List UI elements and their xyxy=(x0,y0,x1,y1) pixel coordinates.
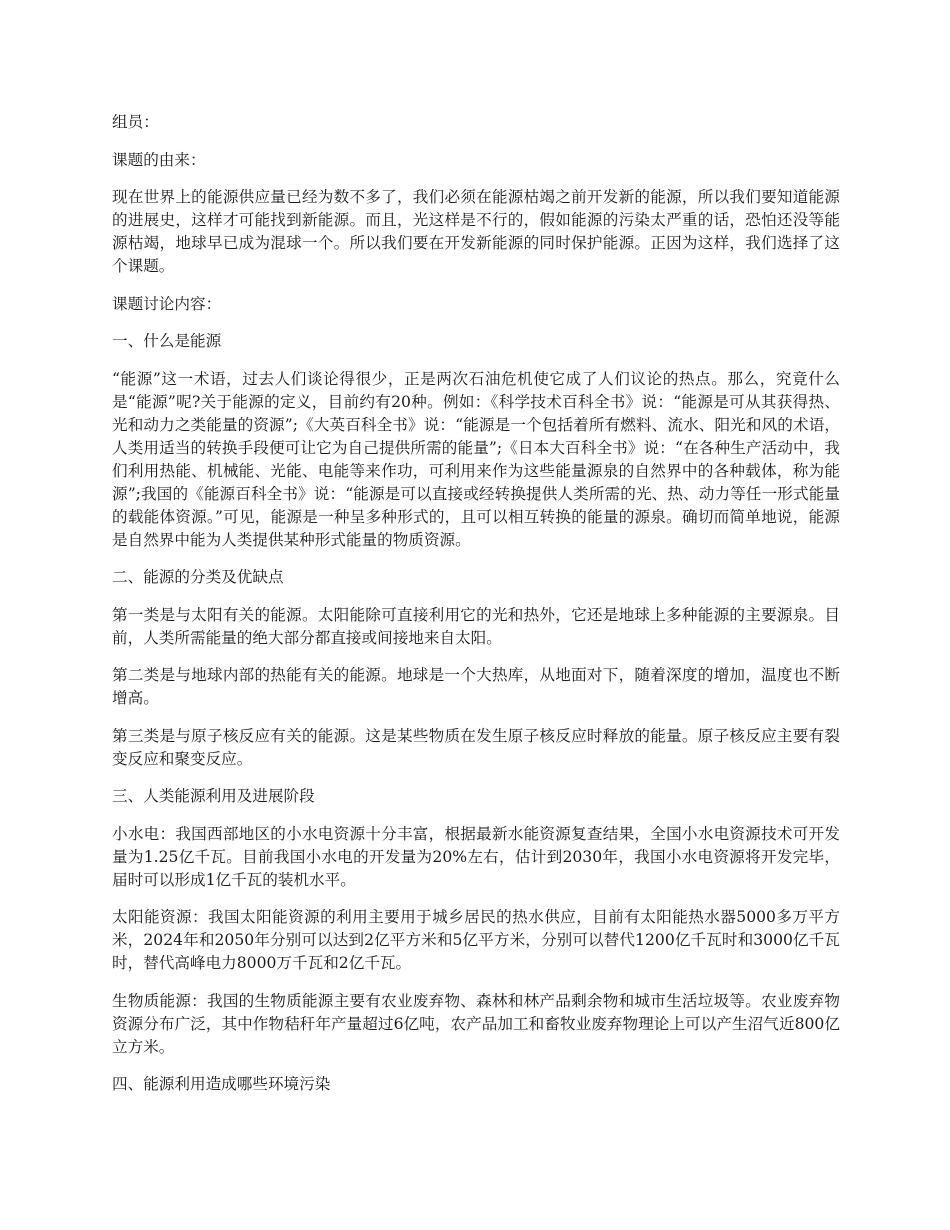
topic-origin-label: 课题的由来： xyxy=(112,150,206,169)
section-heading-pollution: 四、能源利用造成哪些环境污染 xyxy=(112,1075,331,1093)
document-page xyxy=(112,111,840,1111)
section-heading-classification: 二、能源的分类及优缺点 xyxy=(112,568,284,586)
small-hydro-paragraph: 小水电：我国西部地区的小水电资源十分丰富，根据最新水能资源复查结果，全国小水电资源技术可开发量为1.25亿千瓦。目前我国小水电的开发量为20%左右，估计到2030年，我国小水电资源将开发完毕，届时可以形成1亿千瓦的装机水平。 xyxy=(112,824,840,889)
class-three-paragraph: 第三类是与原子核反应有关的能源。这是某些物质在发生原子核反应时释放的能量。原子核反应主要有裂变反应和聚变反应。 xyxy=(112,726,840,768)
class-two-paragraph: 第二类是与地球内部的热能有关的能源。地球是一个大热库，从地面对下，随着深度的增加，温度也不断增高。 xyxy=(112,666,840,707)
energy-definition-paragraph: “能源”这一术语，过去人们谈论得很少，正是两次石油危机使它成了人们议论的热点。那么，究竟什么是“能源”呢?关于能源的定义，目前约有20种。例如：《科学技术百科全书》说：“能源是可从其获得热、光和动力之类能量的资源”;《大英百科全书》说：“能源是一个包括着所有燃料、流水、阳光和风的术语，人类用适当的转换手段便可让它为自己提供所需的能量”;《日本大百科全书》说：“在各种生产活动中，我们利用热能、机械能、光能、电能等来作功，可利用来作为这些能量源泉的自然界中的各种载体，称为能源”;我国的《能源百科全书》说：“能源是可以直接或经转换提供人类所需的光、热、动力等任一形式能量的载能体资源。”可见，能源是一种呈多种形式的，且可以相互转换的能量的源泉。确切而简单地说，能源是自然界中能为人类提供某种形式能量的物质资源。 xyxy=(112,369,840,549)
members-label: 组员： xyxy=(112,113,159,131)
class-one-paragraph: 第一类是与太阳有关的能源。太阳能除可直接利用它的光和热外，它还是地球上多种能源的主要源泉。目前，人类所需能量的绝大部分都直接或间接地来自太阳。 xyxy=(112,605,840,647)
section-heading-what-is-energy: 一、什么是能源 xyxy=(112,332,222,350)
solar-energy-paragraph: 太阳能资源：我国太阳能资源的利用主要用于城乡居民的热水供应，目前有太阳能热水器5000多万平方米，2024年和2050年分别可以达到2亿平方米和5亿平方米，分别可以替代1200亿千瓦时和3000亿千瓦时，替代高峰电力8000万千瓦和2亿千瓦。 xyxy=(112,908,840,972)
topic-origin-paragraph: 现在世界上的能源供应量已经为数不多了，我们必须在能源枯竭之前开发新的能源，所以我们要知道能源的进展史，这样才可能找到新能源。而且，光这样是不行的，假如能源的污染太严重的话，恐怕还没等能源枯竭，地球早已成为混球一个。所以我们要在开发新能源的同时保护能源。正因为这样，我们选择了这个课题。 xyxy=(112,188,840,275)
biomass-energy-paragraph: 生物质能源：我国的生物质能源主要有农业废弃物、森林和林产品剩余物和城市生活垃圾等。农业废弃物资源分布广泛，其中作物秸秆年产量超过6亿吨，农产品加工和畜牧业废弃物理论上可以产生沼气近800亿立方米。 xyxy=(112,991,840,1056)
section-heading-utilization-stages: 三、人类能源利用及进展阶段 xyxy=(112,787,315,805)
discussion-content-label: 课题讨论内容： xyxy=(112,294,222,313)
